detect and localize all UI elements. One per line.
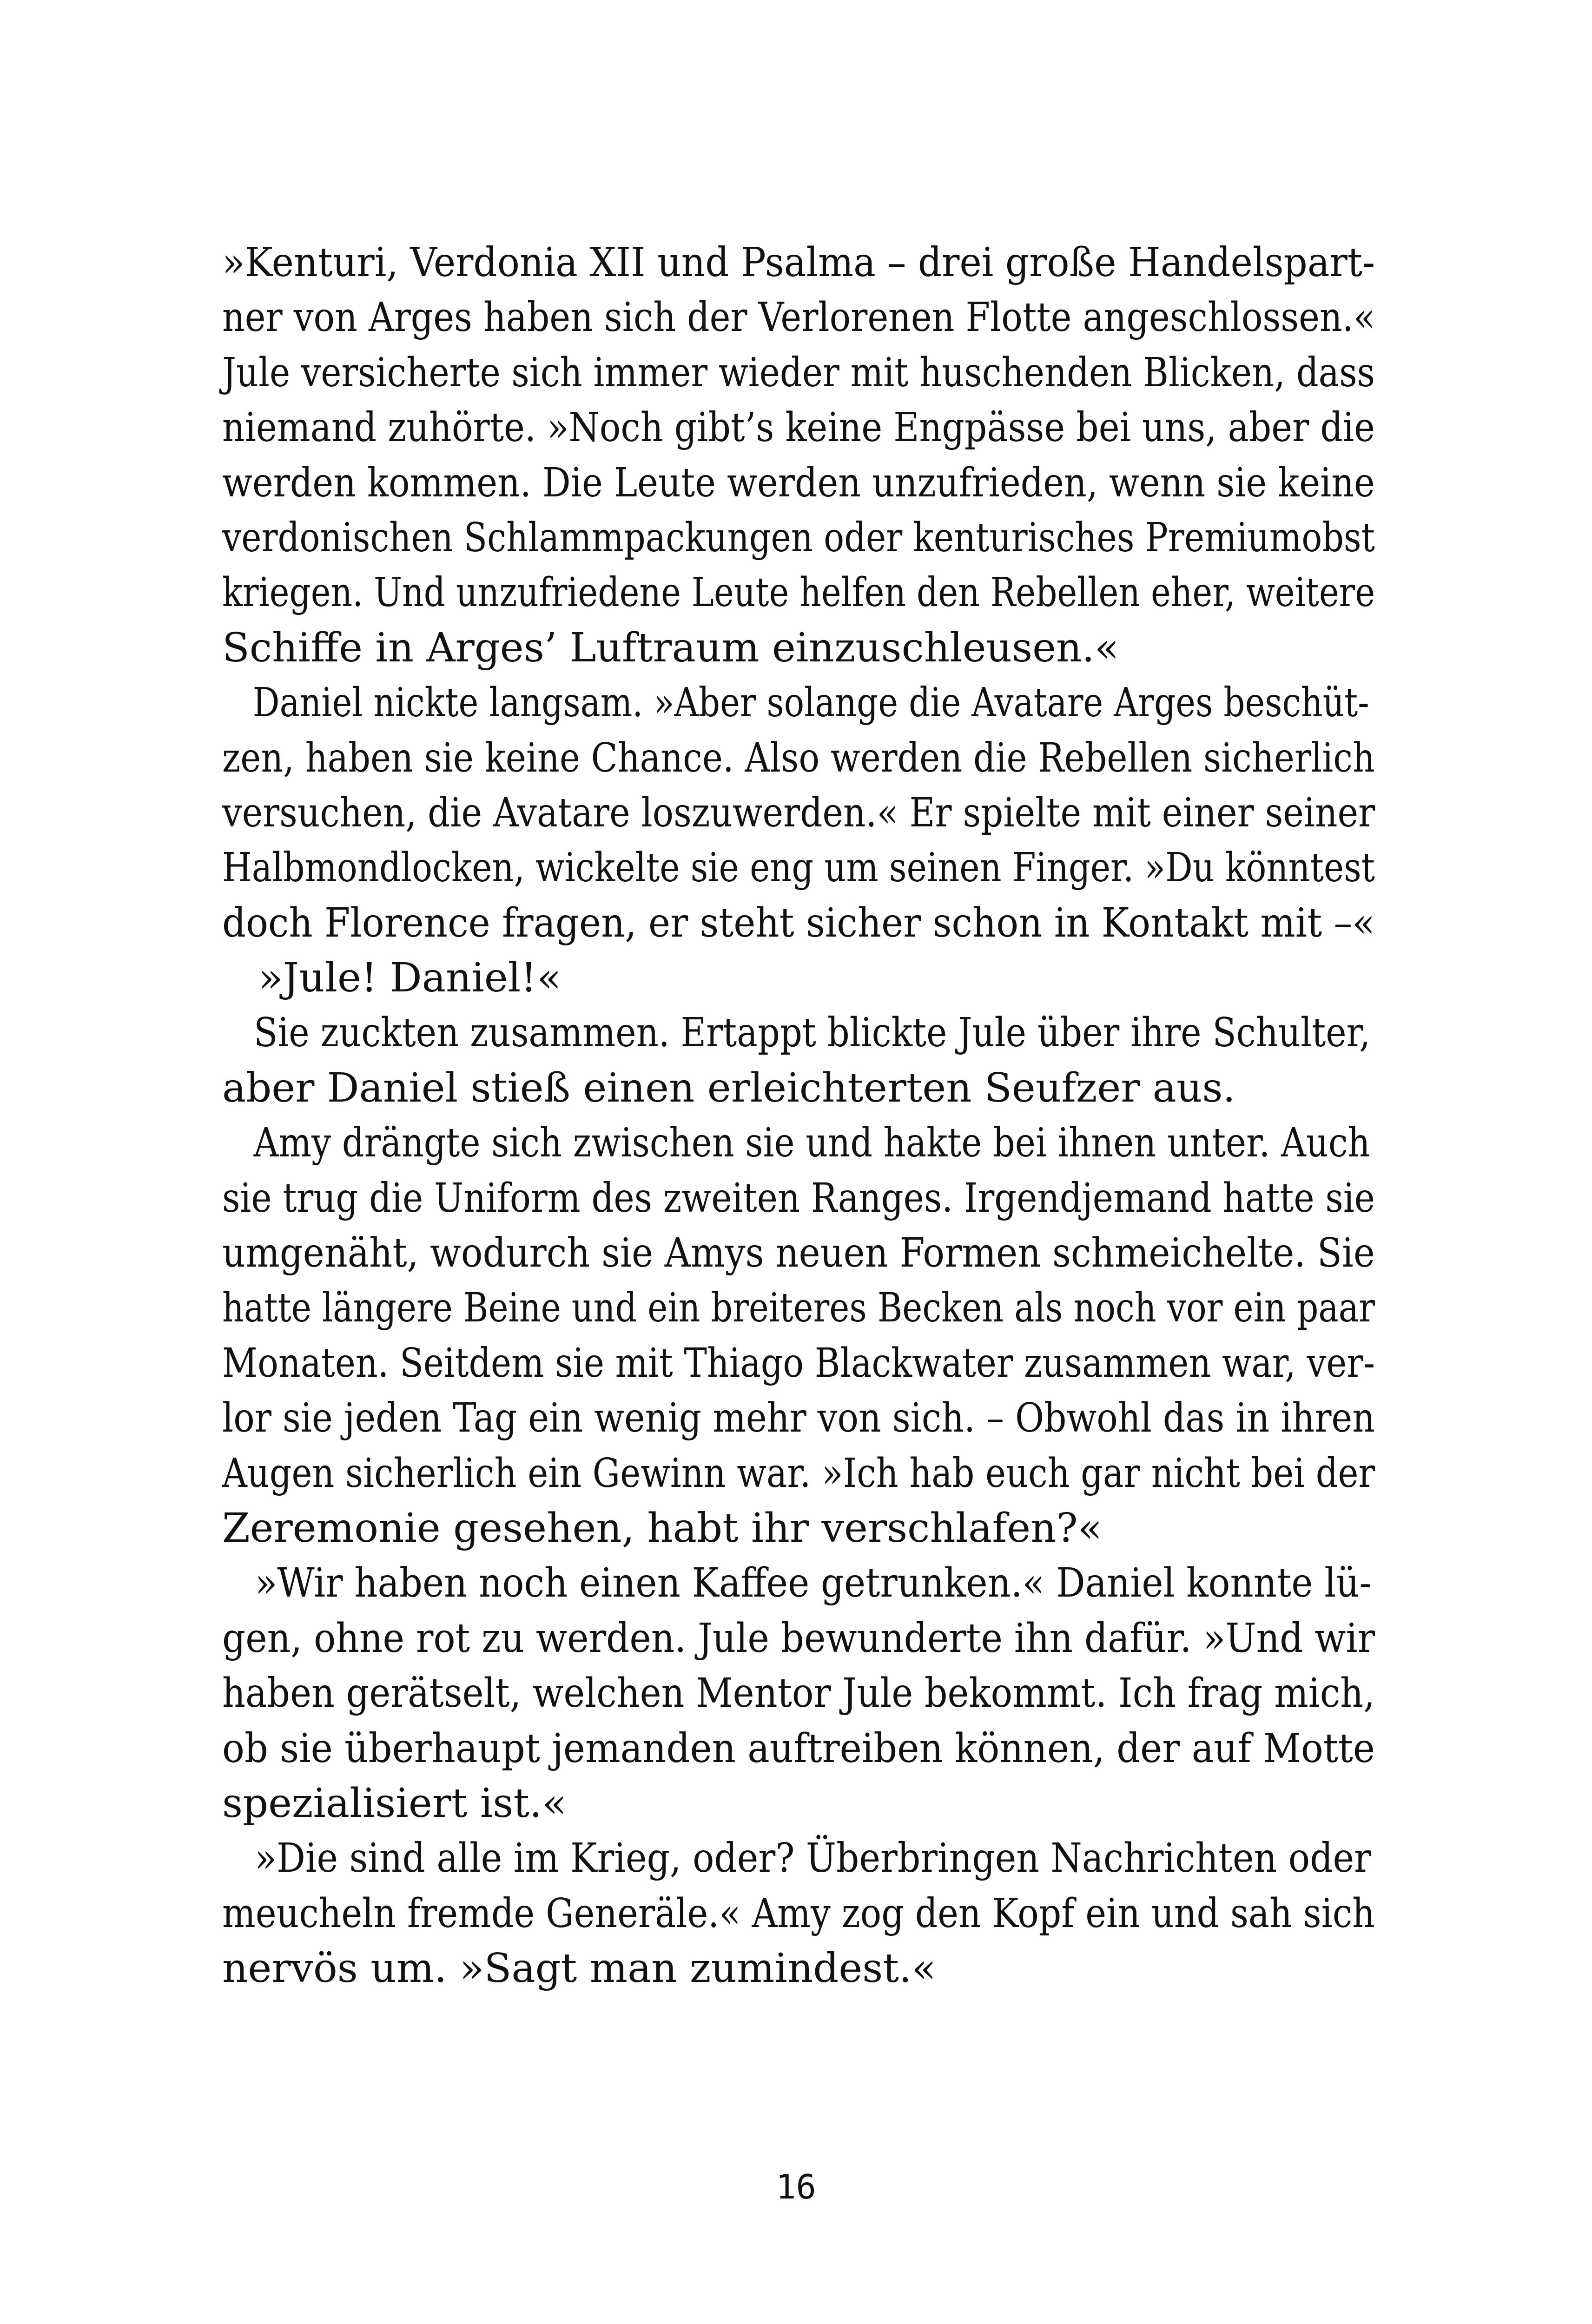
text-line: hatte längere Beine und ein breiteres Becken als noch vor ein paar xyxy=(222,1285,1375,1332)
text-line: Augen sicherlich ein Gewinn war. »Ich hab euch gar nicht bei der xyxy=(222,1450,1375,1497)
text-line: »Jule! Daniel!« xyxy=(258,955,561,1002)
paragraph xyxy=(222,675,1375,951)
text-line: meucheln fremde Generäle.« Amy zog den Kopf ein und sah sich xyxy=(222,1890,1375,1937)
text-line: »Die sind alle im Krieg, oder? Überbringen Nachrichten oder xyxy=(254,1835,1371,1882)
body-text xyxy=(222,235,1375,1996)
text-line: Monaten. Seitdem sie mit Thiago Blackwater zusammen war, ver- xyxy=(222,1340,1375,1386)
paragraph xyxy=(222,1005,1375,1116)
text-line: aber Daniel stieß einen erleichterten Seufzer aus. xyxy=(222,1064,1235,1111)
text-line: zen, haben sie keine Chance. Also werden die Rebellen sicherlich xyxy=(222,734,1375,781)
text-line: versuchen, die Avatare loszuwerden.« Er spielte mit einer seiner xyxy=(222,789,1375,836)
paragraph xyxy=(222,951,1375,1005)
text-line: Sie zuckten zusammen. Ertappt blickte Jule über ihre Schulter, xyxy=(253,1010,1371,1056)
text-line: nervös um. »Sagt man zumindest.« xyxy=(222,1945,936,1992)
paragraph xyxy=(222,1556,1375,1831)
text-line: niemand zuhörte. »Noch gibt’s keine Engpässe bei uns, aber die xyxy=(222,404,1375,451)
text-line: Amy drängte sich zwischen sie und hakte bei ihnen unter. Auch xyxy=(253,1120,1370,1167)
text-line: umgenäht, wodurch sie Amys neuen Formen schmeichelte. Sie xyxy=(222,1230,1375,1277)
text-line: ob sie überhaupt jemanden auftreiben können, der auf Motte xyxy=(222,1725,1375,1772)
text-line: Daniel nickte langsam. »Aber solange die Avatare Arges beschüt- xyxy=(252,680,1369,726)
text-line: Jule versicherte sich immer wieder mit huschenden Blicken, dass xyxy=(222,349,1375,396)
text-line: Schiffe in Arges’ Luftraum einzuschleusen.« xyxy=(222,624,1119,671)
text-line: doch Florence fragen, er steht sicher schon in Kontakt mit –« xyxy=(222,899,1375,946)
paragraph xyxy=(222,235,1375,675)
page-number: 16 xyxy=(776,2167,816,2206)
text-line: haben gerätselt, welchen Mentor Jule bekommt. Ich frag mich, xyxy=(222,1670,1375,1717)
text-line: kriegen. Und unzufriedene Leute helfen den Rebellen eher, weitere xyxy=(222,569,1375,616)
text-line: Halbmondlocken, wickelte sie eng um seinen Finger. »Du könntest xyxy=(222,845,1375,891)
text-line: verdonischen Schlammpackungen oder kenturisches Premiumobst xyxy=(222,514,1375,561)
text-line: gen, ohne rot zu werden. Jule bewunderte ihn dafür. »Und wir xyxy=(222,1615,1375,1662)
paragraph xyxy=(222,1831,1375,1996)
text-line: »Kenturi, Verdonia XII und Psalma – drei große Handelspart- xyxy=(222,239,1375,286)
paragraph xyxy=(222,1116,1375,1556)
text-line: ner von Arges haben sich der Verlorenen Flotte angeschlossen.« xyxy=(222,294,1375,341)
text-line: werden kommen. Die Leute werden unzufrieden, wenn sie keine xyxy=(222,459,1375,506)
text-line: Zeremonie gesehen, habt ihr verschlafen?« xyxy=(222,1505,1103,1552)
text-line: »Wir haben noch einen Kaffee getrunken.« Daniel konnte lü- xyxy=(255,1560,1372,1607)
text-line: sie trug die Uniform des zweiten Ranges. Irgendjemand hatte sie xyxy=(222,1175,1375,1221)
text-line: lor sie jeden Tag ein wenig mehr von sich. – Obwohl das in ihren xyxy=(222,1395,1375,1442)
text-line: spezialisiert ist.« xyxy=(222,1780,567,1827)
